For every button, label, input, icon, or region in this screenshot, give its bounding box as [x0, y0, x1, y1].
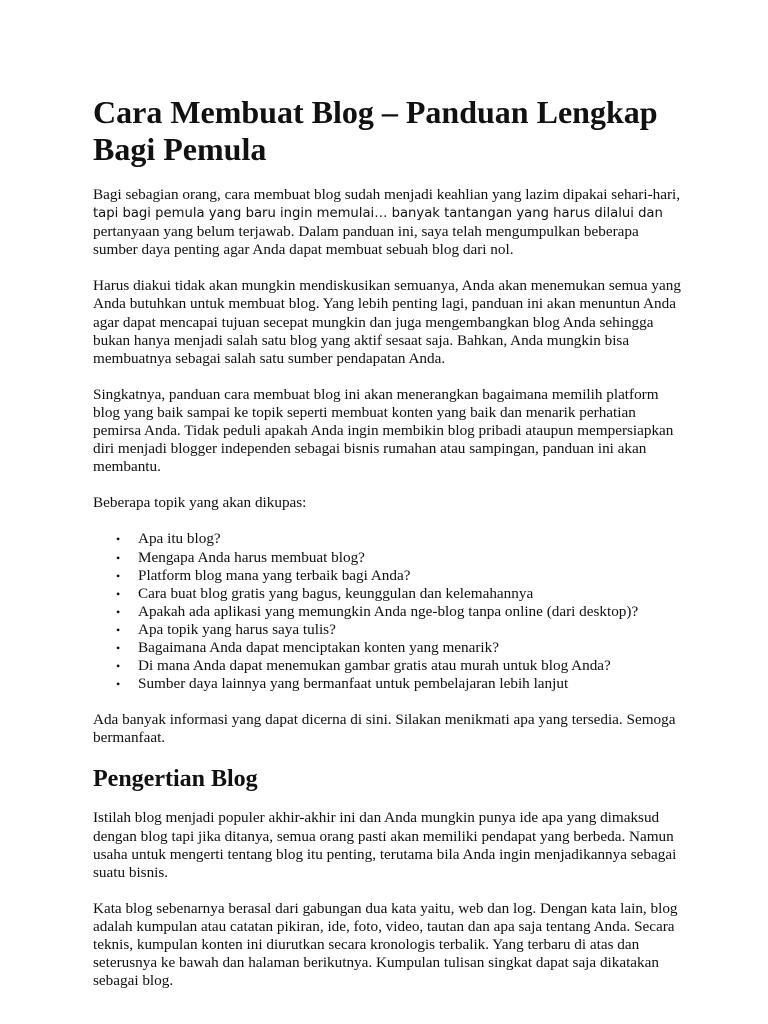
intro-p1-part2: tapi bagi pemula yang baru ingin memulai… banyak tantangan yang harus dilalui dan	[93, 206, 663, 222]
bullet-icon: •	[116, 550, 121, 565]
list-item	[93, 585, 683, 603]
list-item-text: Apa itu blog?	[138, 530, 221, 548]
list-item-text: Mengapa Anda harus membuat blog?	[138, 548, 365, 566]
bullet-icon: •	[116, 604, 121, 619]
list-item	[93, 567, 683, 585]
list-item-text: Di mana Anda dapat menemukan gambar gratis atau murah untuk blog Anda?	[138, 657, 611, 675]
section-paragraph-2: Kata blog sebenarnya berasal dari gabungan dua kata yaitu, web dan log. Dengan kata lain, blog adalah kumpulan atau catatan pikiran, ide, foto, video, tautan dan apa saja tentang Anda. Secara teknis, kumpulan konten ini diurutkan secara kronologis terbalik. Yang terbaru di atas dan seterusnya ke bawah dan halaman berikutnya. Kumpulan tulisan singkat dapat saja dikatakan sebagai blog.	[93, 899, 678, 990]
page-title: Cara Membuat Blog – Panduan Lengkap Bagi Pemula	[93, 94, 658, 167]
list-item-text: Sumber daya lainnya yang bermanfaat untuk pembelajaran lebih lanjut	[138, 675, 569, 693]
list-item-text: Apa topik yang harus saya tulis?	[138, 620, 336, 638]
list-item-text: Cara buat blog gratis yang bagus, keunggulan dan kelemahannya	[138, 584, 534, 602]
intro-paragraph-2: Harus diakui tidak akan mungkin mendiskusikan semuanya, Anda akan menemukan semua yang Anda butuhkan untuk membuat blog. Yang lebih penting lagi, panduan ini akan menuntun Anda agar dapat mencapai tujuan secepat mungkin dan juga mengembangkan blog Anda sehingga bukan hanya menjadi salah satu blog yang aktif sesaat saja. Bahkan, Anda mungkin bisa membuatnya sebagai salah satu sumber pendapatan Anda.	[93, 277, 681, 367]
bullet-icon: •	[116, 586, 121, 601]
list-item	[93, 603, 683, 621]
list-item-text: Bagaimana Anda dapat menciptakan konten yang menarik?	[138, 638, 499, 656]
section-paragraph-1: Istilah blog menjadi populer akhir-akhir ini dan Anda mungkin punya ide apa yang dimaksud dengan blog tapi jika ditanya, semua orang pasti akan memiliki pendapat yang berbeda. Namun usaha untuk mengerti tentang blog itu penting, terutama bila Anda ingin menjadikannya sebagai suatu bisnis.	[93, 809, 677, 881]
list-item	[93, 530, 683, 548]
list-item	[93, 657, 683, 675]
topics-list	[93, 530, 683, 693]
list-item	[93, 639, 683, 657]
bullet-icon: •	[116, 532, 121, 547]
document-page	[93, 94, 683, 1008]
list-item	[93, 621, 683, 639]
bullet-icon: •	[116, 677, 121, 692]
topics-lead: Beberapa topik yang akan dikupas:	[93, 494, 307, 512]
bullet-icon: •	[116, 640, 121, 655]
bullet-icon: •	[116, 568, 121, 583]
closing-paragraph: Ada banyak informasi yang dapat dicerna di sini. Silakan menikmati apa yang tersedia. Semoga bermanfaat.	[93, 711, 676, 747]
section-heading: Pengertian Blog	[93, 766, 258, 793]
intro-paragraph-1	[93, 186, 683, 259]
list-item	[93, 675, 683, 693]
list-item	[93, 549, 683, 567]
intro-p1-part3: pertanyaan yang belum terjawab. Dalam panduan ini, saya telah mengumpulkan beberapa sumber daya penting agar Anda dapat membuat sebuah blog dari nol.	[93, 223, 639, 259]
bullet-icon: •	[116, 659, 121, 674]
list-item-text: Platform blog mana yang terbaik bagi Anda?	[138, 566, 411, 584]
list-item-text: Apakah ada aplikasi yang memungkin Anda nge-blog tanpa online (dari desktop)?	[138, 602, 639, 620]
intro-paragraph-3: Singkatnya, panduan cara membuat blog ini akan menerangkan bagaimana memilih platform blog yang baik sampai ke topik seperti membuat konten yang baik dan menarik perhatian pemirsa Anda. Tidak peduli apakah Anda ingin membikin blog pribadi ataupun mempersiapkan diri menjadi blogger independen sebagai bisnis rumahan atau sampingan, panduan ini akan membantu.	[93, 385, 674, 476]
bullet-icon: •	[116, 622, 121, 637]
intro-p1-part1: Bagi sebagian orang, cara membuat blog sudah menjadi keahlian yang lazim dipakai sehari-hari,	[93, 186, 681, 203]
